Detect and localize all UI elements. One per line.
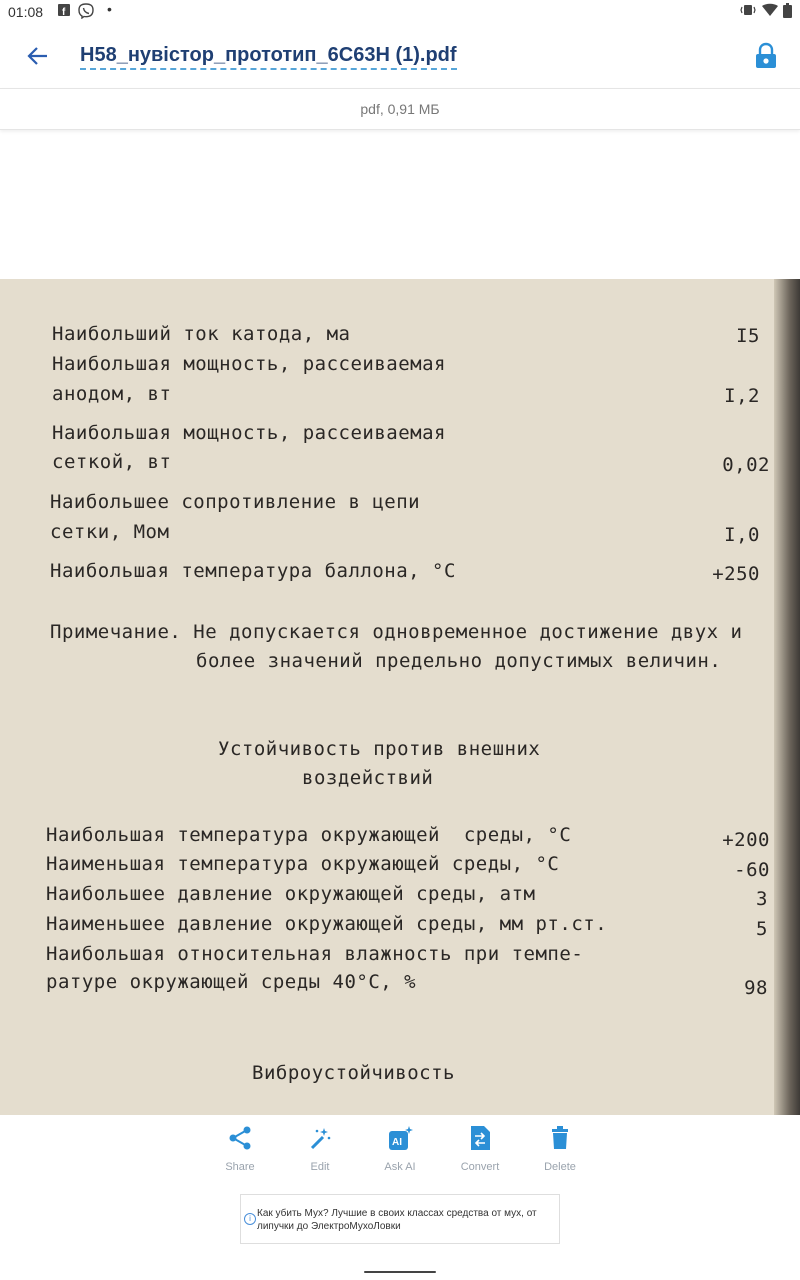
doc-line: Наибольшая мощность, рассеиваемая <box>52 353 446 375</box>
doc-section-heading: воздействий <box>302 767 434 789</box>
doc-note: более значений предельно допустимых величин. <box>196 650 722 672</box>
ad-banner[interactable] <box>240 1194 560 1244</box>
document-preview[interactable] <box>0 279 800 1115</box>
magic-wand-icon <box>308 1125 332 1151</box>
lock-button[interactable] <box>754 42 778 70</box>
bottom-toolbar <box>0 1115 800 1185</box>
wifi-icon <box>762 3 778 20</box>
doc-value: 0,02 <box>722 454 770 476</box>
home-indicator[interactable] <box>364 1271 436 1273</box>
doc-line: Наименьшее давление окружающей среды, мм рт.ст. <box>46 913 608 935</box>
delete-button[interactable] <box>520 1125 600 1173</box>
doc-value: 3 <box>756 888 768 910</box>
doc-value: I5 <box>736 325 760 347</box>
ad-info-icon[interactable]: i <box>244 1213 256 1225</box>
facebook-notification-icon <box>58 3 70 19</box>
page-edge-shadow <box>774 279 800 1115</box>
viber-notification-icon <box>78 3 94 22</box>
convert-label: Convert <box>460 1161 500 1173</box>
back-button[interactable] <box>22 40 54 72</box>
doc-line: сеткой, вт <box>52 451 172 473</box>
doc-section-heading: Виброустойчивость <box>252 1062 455 1084</box>
doc-value: +250 <box>712 563 760 585</box>
ai-sparkle-icon <box>388 1125 414 1151</box>
edit-label: Edit <box>310 1161 330 1173</box>
lock-icon <box>754 42 778 70</box>
ask-ai-label: Ask AI <box>384 1161 416 1173</box>
ask-ai-button[interactable] <box>360 1125 440 1173</box>
doc-line: Наибольшая температура баллона, °С <box>50 560 456 582</box>
vibrate-icon <box>740 3 756 20</box>
more-notifications-dot-icon: • <box>107 1 112 17</box>
document-title[interactable]: H58_нувістор_прототип_6С63Н (1).pdf <box>80 44 457 70</box>
share-icon <box>228 1125 252 1151</box>
convert-button[interactable] <box>440 1125 520 1173</box>
status-bar <box>0 0 800 26</box>
doc-line: Наибольшая температура окружающей среды, °С <box>46 824 572 846</box>
doc-line: Наибольшее сопротивление в цепи <box>50 491 421 513</box>
doc-value: I,2 <box>724 385 760 407</box>
status-time: 01:08 <box>8 4 44 20</box>
doc-value: -60 <box>734 859 770 881</box>
convert-icon <box>469 1125 491 1151</box>
share-label: Share <box>225 1161 255 1173</box>
doc-value: 5 <box>756 918 768 940</box>
doc-note: Примечание. Не допускается одновременное достижение двух и <box>50 621 743 643</box>
app-bar <box>0 26 800 88</box>
trash-icon <box>550 1125 570 1151</box>
doc-line: анодом, вт <box>52 383 172 405</box>
doc-line: Наибольший ток катода, ма <box>52 323 351 345</box>
ad-text: Как убить Мух? Лучшие в своих классах средства от мух, от липучки до ЭлектроМухоЛовки <box>257 1208 537 1232</box>
doc-line: Наибольшая относительная влажность при темпе- <box>46 943 584 965</box>
svg-text:f: f <box>62 7 66 16</box>
doc-value: I,0 <box>724 524 760 546</box>
doc-value: +200 <box>722 829 770 851</box>
arrow-left-icon <box>27 45 49 67</box>
doc-line: Наименьшая температура окружающей среды, °С <box>46 853 560 875</box>
delete-label: Delete <box>544 1161 576 1173</box>
share-button[interactable] <box>200 1125 280 1173</box>
edit-button[interactable] <box>280 1125 360 1173</box>
doc-line: Наибольшее давление окружающей среды, атм <box>46 883 536 905</box>
battery-icon <box>783 3 792 21</box>
doc-section-heading: Устойчивость против внешних <box>218 738 541 760</box>
file-info: pdf, 0,91 МБ <box>0 88 800 130</box>
doc-line: Наибольшая мощность, рассеиваемая <box>52 422 446 444</box>
doc-value: 98 <box>744 977 768 999</box>
doc-line: ратуре окружающей среды 40°С, % <box>46 971 417 993</box>
doc-line: сетки, Мом <box>50 521 170 543</box>
svg-text:AI: AI <box>392 1137 402 1148</box>
